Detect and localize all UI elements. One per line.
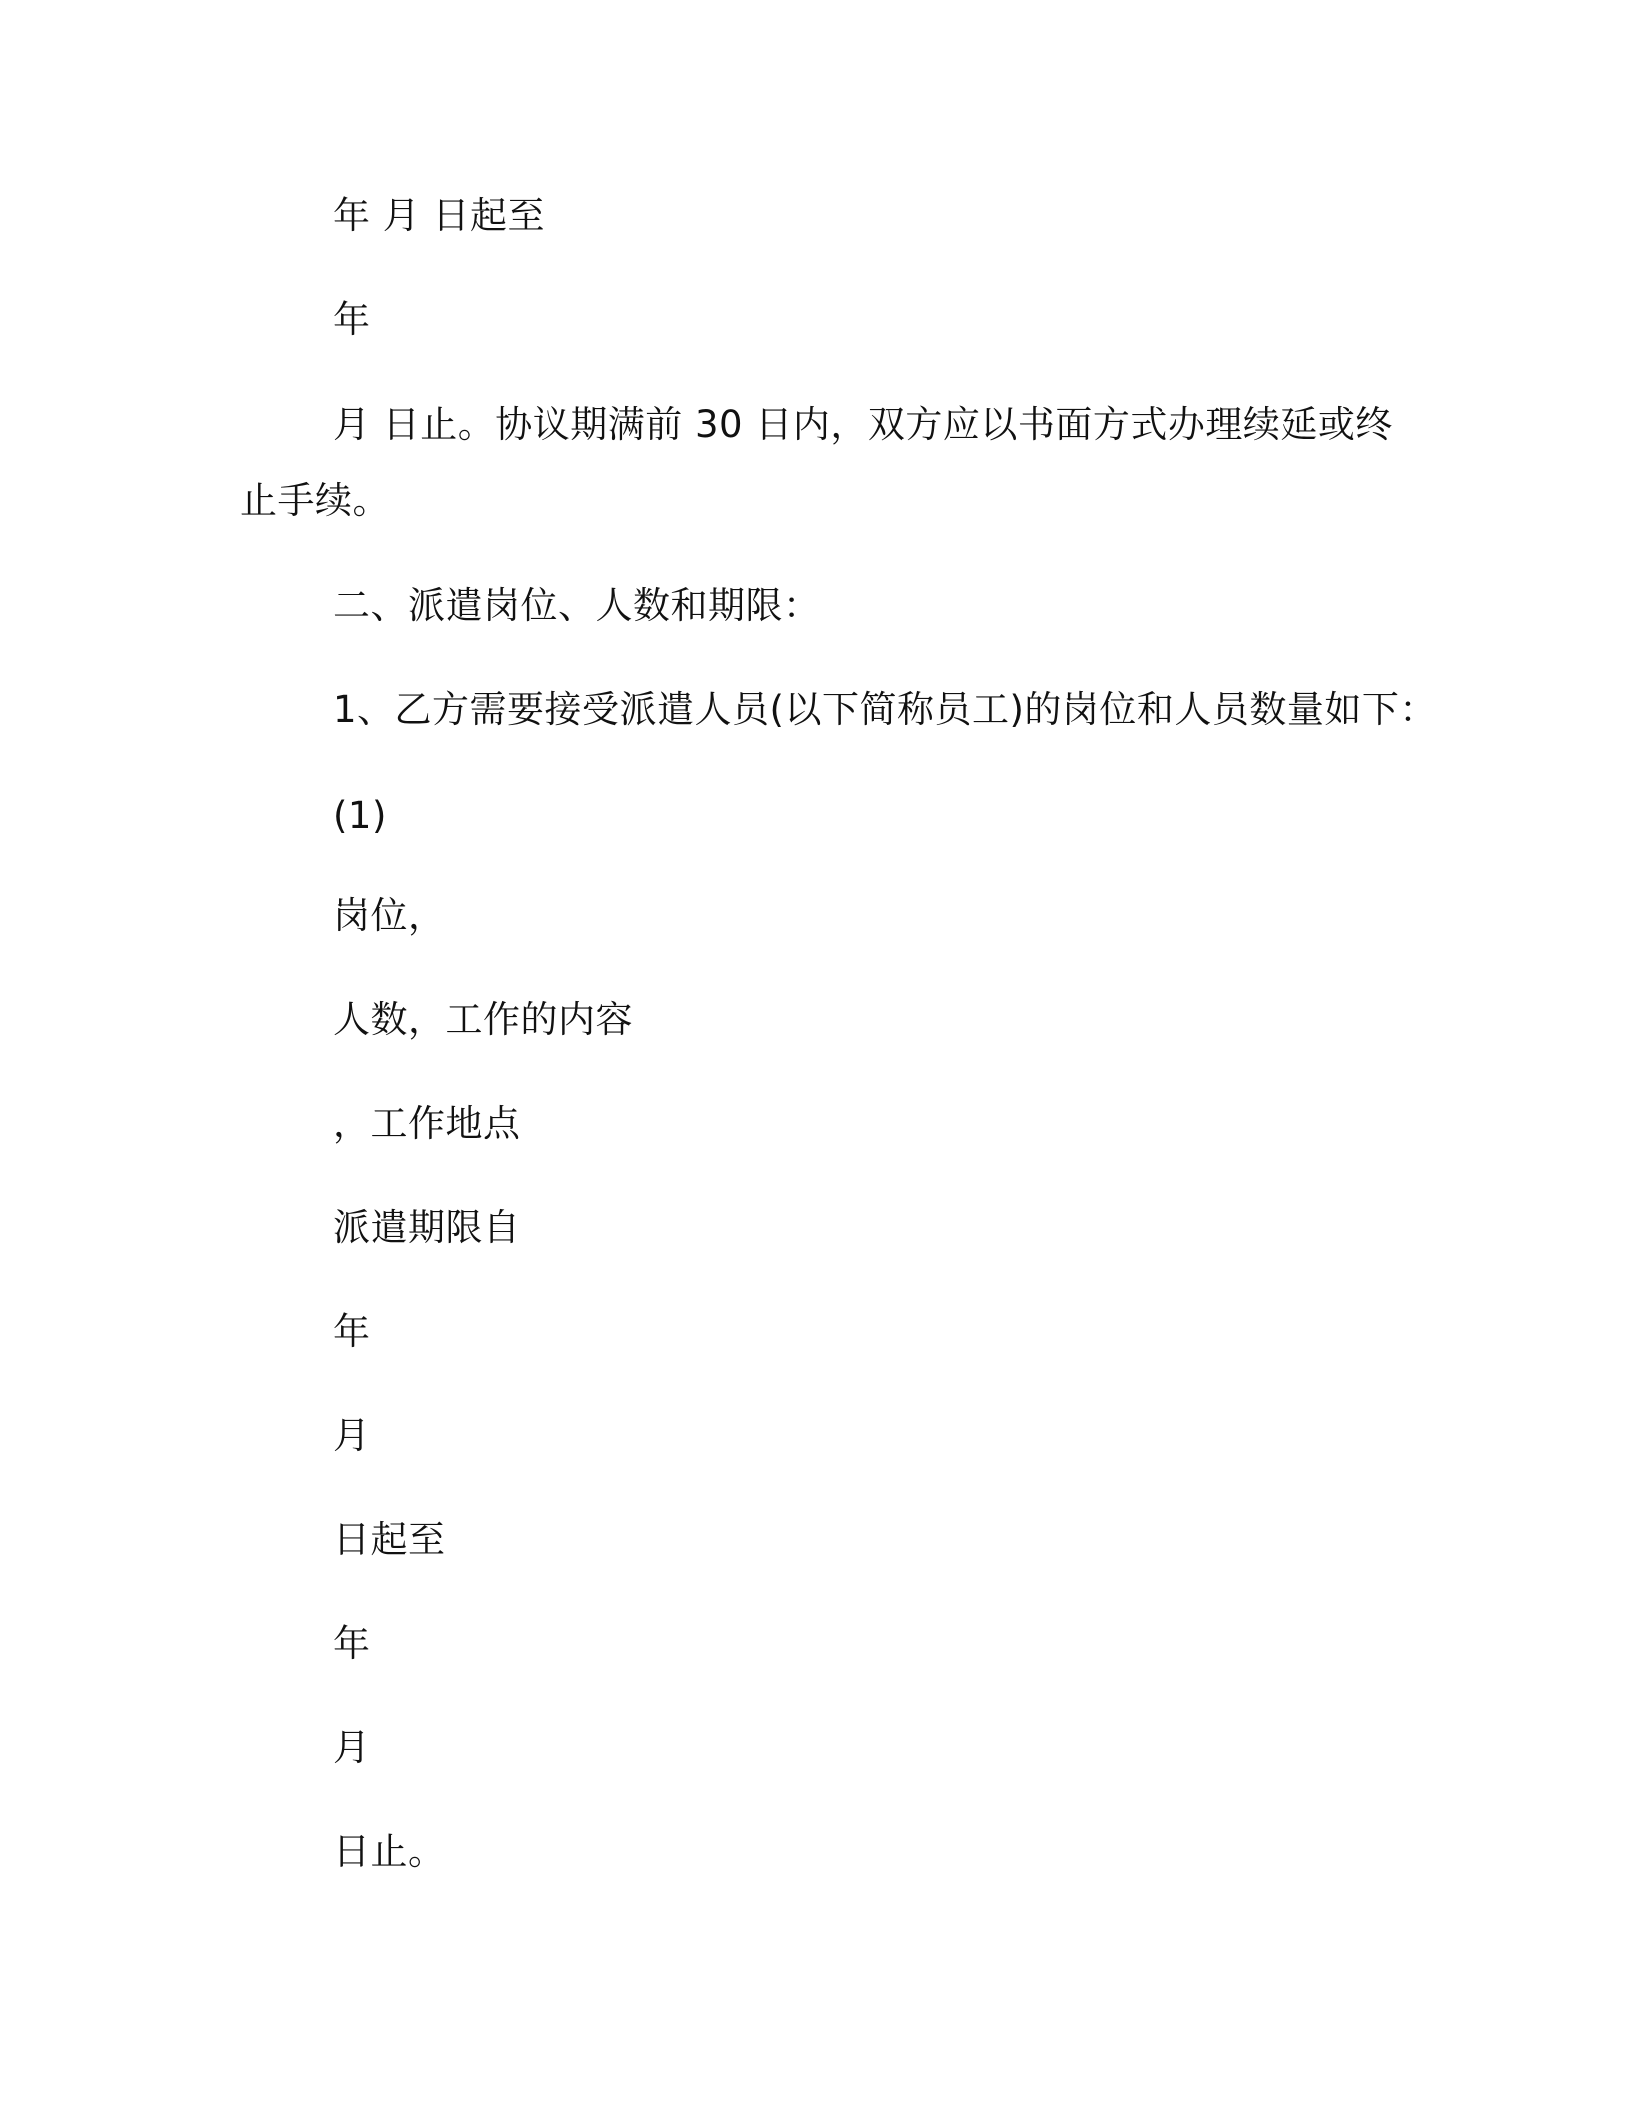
text-line-work-location: ，工作地点 (333, 1102, 521, 1145)
text-line-item-1: 1、乙方需要接受派遣人员(以下简称员工)的岗位和人员数量如下： (333, 688, 1437, 731)
text-line-day-end-3: 日止。 (333, 1830, 446, 1873)
text-line-month-2: 月 (333, 1414, 371, 1457)
text-line-year-3: 年 (333, 1622, 371, 1665)
text-line-dispatch-period: 派遣期限自 (333, 1206, 521, 1249)
text-line-date-start: 年 月 日起至 (333, 194, 546, 237)
text-line-sub-item-1: (1) (333, 794, 387, 837)
text-line-month-3: 月 (333, 1726, 371, 1769)
section-heading-dispatch: 二、派遣岗位、人数和期限： (333, 584, 821, 627)
text-line-headcount-content: 人数，工作的内容 (333, 998, 633, 1041)
text-line-position: 岗位， (333, 894, 446, 937)
text-line-year-2: 年 (333, 1310, 371, 1353)
text-line-day-start-2: 日起至 (333, 1518, 446, 1561)
text-line-renewal-clause: 月 日止。协议期满前 30 日内，双方应以书面方式办理续延或终止手续。 (240, 403, 1393, 522)
text-line-year: 年 (333, 298, 371, 341)
